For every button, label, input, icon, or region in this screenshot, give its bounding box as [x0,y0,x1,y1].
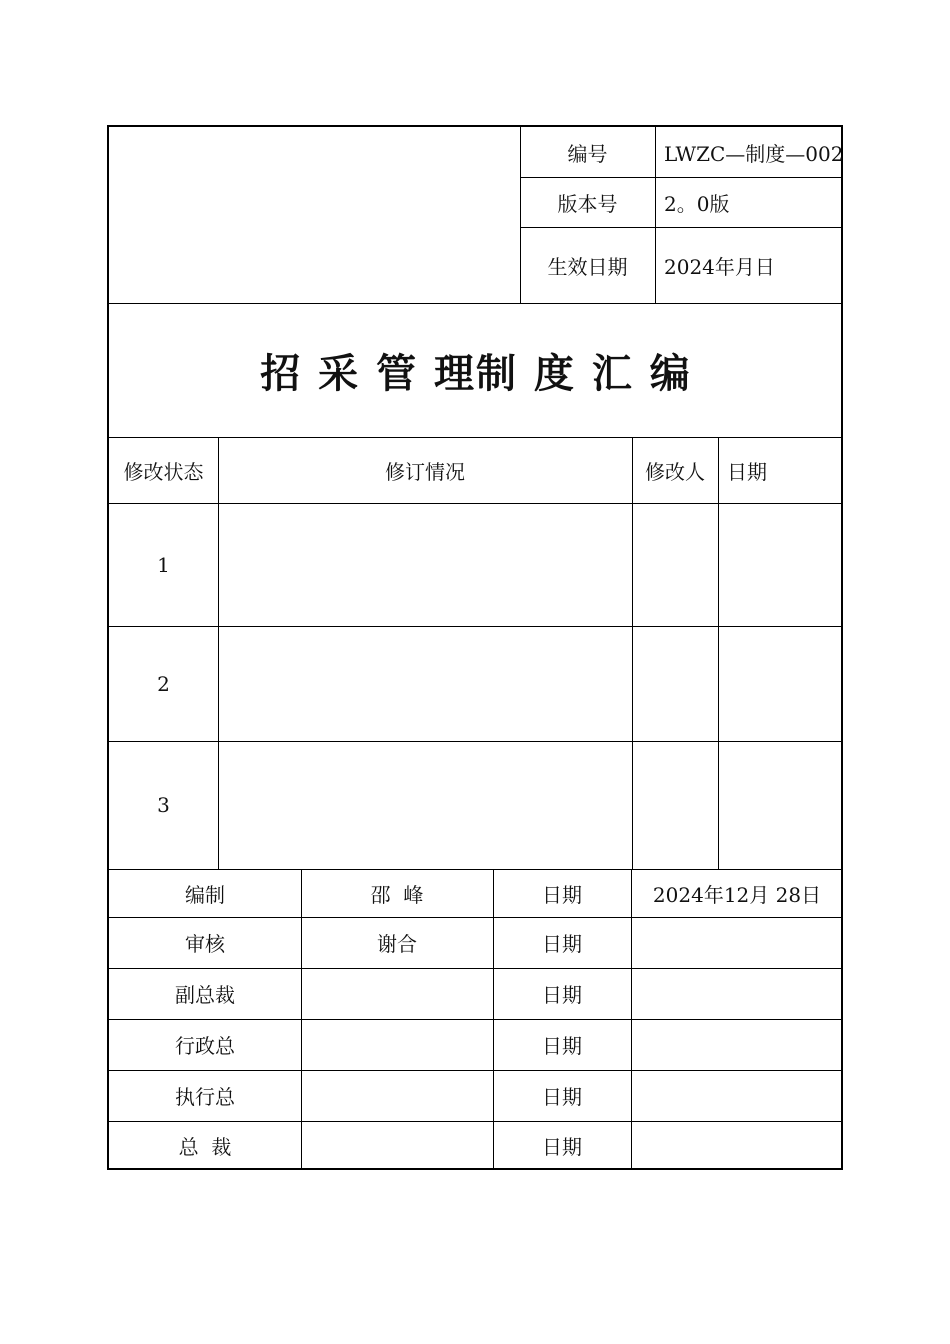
approval-date-label: 日期 [542,932,582,956]
approval-role: 审核 [185,932,225,956]
approval-date [631,917,843,968]
approval-date [631,1121,843,1170]
document-title: 招 采 管 理制 度 汇 编 [260,350,692,397]
revision-row-editor [632,741,718,869]
revision-row-detail [218,741,632,869]
logo-area [109,127,520,303]
revision-header-date: 日期 [727,459,767,484]
doc-number-value: LWZC—制度—002 [664,141,844,166]
version-label: 版本号 [557,191,618,216]
approval-name: 邵 峰 [370,882,424,907]
revision-header-detail: 修订情况 [385,459,465,484]
approval-role: 行政总 [175,1034,235,1058]
revision-row-status: 1 [157,552,170,577]
approval-role: 副总裁 [175,983,235,1007]
approval-date-label: 日期 [542,1034,582,1058]
approval-name: 谢合 [377,932,417,956]
effective-date-value: 2024年月日 [664,254,775,279]
approval-date: 2024年12月 28日 [652,882,822,907]
revision-header-status: 修改状态 [123,459,204,484]
revision-row-editor [632,626,718,741]
approval-date [631,1070,843,1121]
approval-role: 总 裁 [178,1135,232,1159]
revision-row-status: 3 [157,793,170,817]
revision-row-date [718,626,843,741]
approval-name [301,968,493,1019]
document-form [107,125,843,1170]
revision-header-editor: 修改人 [645,459,705,484]
approval-name [301,1019,493,1070]
revision-row-detail [218,626,632,741]
doc-number-label: 编号 [567,141,608,166]
approval-date-label: 日期 [542,882,582,907]
approval-date [631,1019,843,1070]
approval-role: 编制 [185,882,225,907]
approval-date [631,968,843,1019]
approval-role: 执行总 [175,1085,235,1109]
revision-row-editor [632,503,718,626]
approval-date-label: 日期 [542,983,582,1007]
approval-name [301,1070,493,1121]
approval-date-label: 日期 [542,1135,582,1159]
revision-row-date [718,741,843,869]
revision-row-date [718,503,843,626]
approval-date-label: 日期 [542,1085,582,1109]
revision-row-status: 2 [157,671,170,696]
revision-row-detail [218,503,632,626]
approval-name [301,1121,493,1170]
version-value: 2。0版 [664,191,730,216]
effective-date-label: 生效日期 [547,254,628,279]
